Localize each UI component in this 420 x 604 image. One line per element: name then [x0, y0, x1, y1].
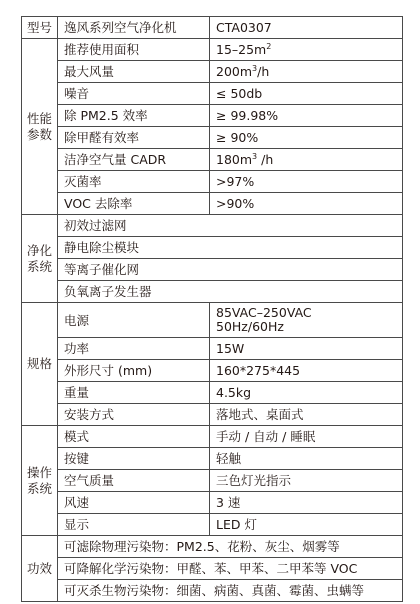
purification-item: 静电除尘模块 [58, 237, 403, 259]
spec-value: 轻触 [210, 448, 403, 470]
spec-key: 重量 [58, 382, 210, 404]
spec-value: ≤ 50db [210, 83, 403, 105]
spec-key: VOC 去除率 [58, 193, 210, 215]
spec-key: 洁净空气量 CADR [58, 149, 210, 171]
spec-value: 3 速 [210, 492, 403, 514]
spec-value: >90% [210, 193, 403, 215]
table-row [22, 171, 403, 193]
table-row [22, 558, 403, 580]
table-row [22, 338, 403, 360]
operation-label [22, 426, 58, 536]
table-row [22, 514, 403, 536]
category-label: 净化 系统 [26, 242, 52, 274]
table-row [22, 39, 403, 61]
function-item: 可灭杀生物污染物：细菌、病菌、真菌、霉菌、虫螨等 [58, 580, 403, 602]
function-item: 可滤除物理污染物：PM2.5、花粉、灰尘、烟雾等 [58, 536, 403, 558]
functions-label [22, 536, 58, 602]
spec-key: 功率 [58, 338, 210, 360]
spec-value: 160*275*445 [210, 360, 403, 382]
table-row [22, 448, 403, 470]
table-row [22, 105, 403, 127]
table-row [22, 470, 403, 492]
table-row [22, 215, 403, 237]
spec-value: ≥ 90% [210, 127, 403, 149]
spec-value: 15W [210, 338, 403, 360]
table-row [22, 426, 403, 448]
spec-value: $180m^3$ /h [210, 149, 403, 171]
spec-key: 空气质量 [58, 470, 210, 492]
spec-value: 三色灯光指示 [210, 470, 403, 492]
spec-key: 按键 [58, 448, 210, 470]
specs-label [22, 303, 58, 426]
spec-key: 模式 [58, 426, 210, 448]
spec-key: 外形尺寸 (mm) [58, 360, 210, 382]
model-number: CTA0307 [210, 17, 403, 39]
model-label: 型号 [22, 17, 58, 39]
spec-key: 风速 [58, 492, 210, 514]
table-row [22, 149, 403, 171]
spec-value: ≥ 99.98% [210, 105, 403, 127]
spec-key: 电源 [58, 303, 210, 338]
spec-value: 手动 / 自动 / 睡眠 [210, 426, 403, 448]
spec-key: 最大风量 [58, 61, 210, 83]
spec-value: LED 灯 [210, 514, 403, 536]
purification-item: 初效过滤网 [58, 215, 403, 237]
spec-value: 落地式、桌面式 [210, 404, 403, 426]
spec-key: 除 PM2.5 效率 [58, 105, 210, 127]
purification-label [22, 215, 58, 303]
spec-value: 4.5kg [210, 382, 403, 404]
performance-label [22, 39, 58, 215]
table-row [22, 193, 403, 215]
table-row [22, 382, 403, 404]
product-name: 逸风系列空气净化机 [58, 17, 210, 39]
spec-value: $200m^3/h$ [210, 61, 403, 83]
table-row [22, 404, 403, 426]
table-row [22, 303, 403, 338]
table-row [22, 580, 403, 602]
function-item: 可降解化学污染物：甲醛、苯、甲苯、二甲苯等 VOC [58, 558, 403, 580]
table-row [22, 61, 403, 83]
spec-key: 噪音 [58, 83, 210, 105]
purification-item: 等离子催化网 [58, 259, 403, 281]
spec-key: 除甲醛有效率 [58, 127, 210, 149]
table-row [22, 259, 403, 281]
spec-table [21, 16, 403, 602]
spec-key: 推荐使用面积 [58, 39, 210, 61]
table-row [22, 360, 403, 382]
category-label: 操作 系统 [26, 464, 52, 496]
table-row [22, 237, 403, 259]
category-label: 规格 [26, 356, 52, 371]
table-row [22, 127, 403, 149]
spec-table-container [21, 16, 402, 602]
category-label: 性能 参数 [26, 110, 52, 142]
table-row [22, 536, 403, 558]
purification-item: 负氧离子发生器 [58, 281, 403, 303]
model-row [22, 17, 403, 39]
table-row [22, 281, 403, 303]
spec-value: >97% [210, 171, 403, 193]
spec-key: 显示 [58, 514, 210, 536]
table-row [22, 492, 403, 514]
category-label: 功效 [26, 560, 52, 576]
spec-key: 灭菌率 [58, 171, 210, 193]
table-row [22, 83, 403, 105]
spec-value: $15-25m^2$ [210, 39, 403, 61]
spec-value: 85VAC–250VAC 50Hz/60Hz [210, 303, 403, 338]
spec-key: 安装方式 [58, 404, 210, 426]
